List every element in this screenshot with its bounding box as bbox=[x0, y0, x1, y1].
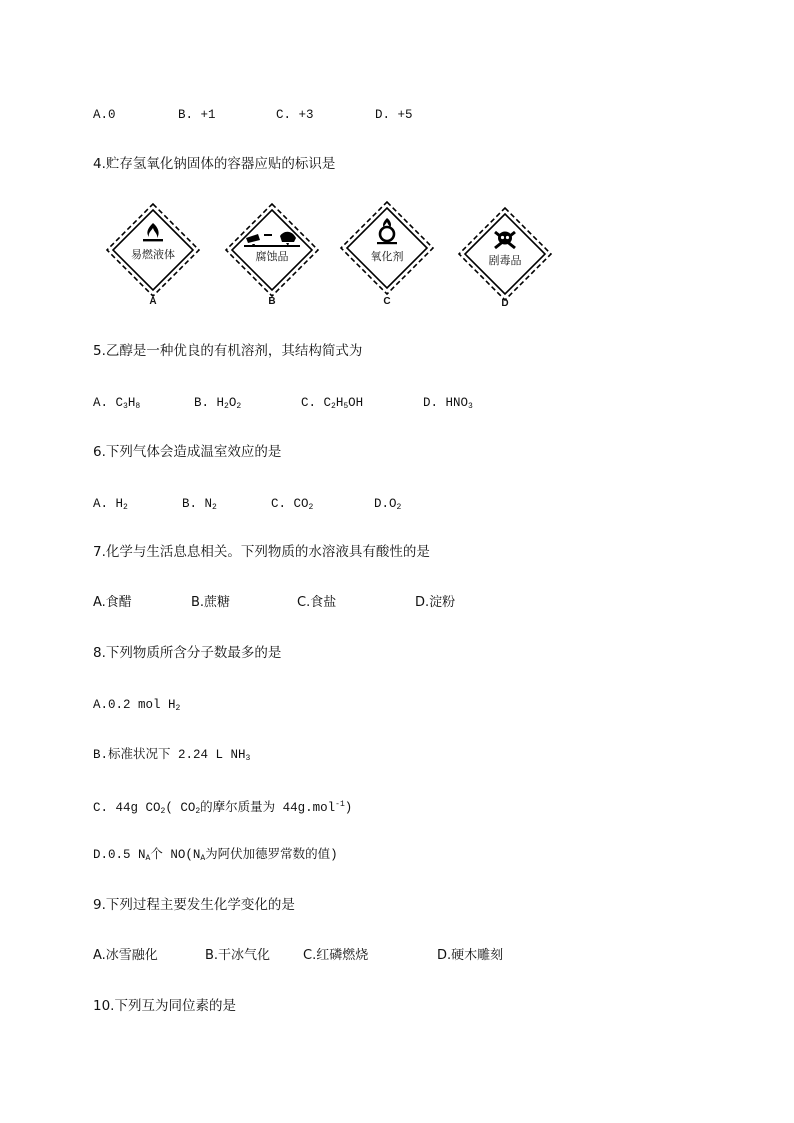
q3-option-a: A.0 bbox=[93, 108, 116, 122]
q9-option-c: C.红磷燃烧 bbox=[303, 948, 369, 963]
q8-option-d: D.0.5 $N_A$个 $NO(N_A$为阿伏加德罗常数的值) bbox=[93, 848, 338, 863]
q6-option-b: B. $N_2$ bbox=[182, 497, 217, 512]
hazard-sign-a-letter: A bbox=[149, 296, 157, 307]
hazard-sign-a bbox=[103, 200, 203, 307]
hazard-sign-b bbox=[222, 200, 322, 307]
q9-stem: 9.下列过程主要发生化学变化的是 bbox=[93, 897, 295, 913]
q5-option-b: B. $H_2O_2$ bbox=[194, 396, 242, 411]
q4-stem: 4.贮存氢氧化钠固体的容器应贴的标识是 bbox=[93, 156, 336, 172]
hazard-sign-d bbox=[455, 204, 555, 309]
q10-stem: 10.下列互为同位素的是 bbox=[93, 998, 236, 1014]
q7-stem: 7.化学与生活息息相关。下列物质的水溶液具有酸性的是 bbox=[93, 544, 430, 560]
hazard-sign-c-label: 氧化剂 bbox=[370, 250, 404, 263]
q5-option-c: C. $C_2H_5OH$ bbox=[301, 396, 364, 411]
q3-option-b: B. +1 bbox=[178, 108, 216, 122]
hazard-sign-a-label: 易燃液体 bbox=[131, 248, 175, 261]
q7-option-b: B.蔗糖 bbox=[191, 595, 231, 610]
hazard-sign-c-letter: C bbox=[383, 296, 391, 307]
q7-option-a: A.食醋 bbox=[93, 595, 132, 610]
hazard-sign-b-letter: B bbox=[268, 296, 276, 307]
q5-option-a: A. $C_3H_8$ bbox=[93, 396, 141, 411]
hazard-sign-c bbox=[337, 198, 437, 307]
q6-stem: 6.下列气体会造成温室效应的是 bbox=[93, 444, 282, 460]
hazard-sign-b-label: 腐蚀品 bbox=[255, 250, 289, 263]
q8-option-b: B.标准状况下 2.24 L $NH_3$ bbox=[93, 748, 251, 763]
q7-option-c: C.食盐 bbox=[297, 595, 337, 610]
hazard-sign-d-letter: D bbox=[501, 298, 509, 309]
q6-option-c: C. $CO_2$ bbox=[271, 497, 314, 512]
q5-option-d: D. $HNO_3$ bbox=[423, 396, 473, 411]
q8-option-c: C. 44g $CO_2$( $CO_2$的摩尔质量为 44g.mol$^{-1}$) bbox=[93, 800, 353, 816]
q7-option-d: D.淀粉 bbox=[415, 595, 456, 610]
q5-stem: 5.乙醇是一种优良的有机溶剂，其结构简式为 bbox=[93, 343, 363, 359]
q9-option-d: D.硬木雕刻 bbox=[437, 948, 504, 963]
q6-option-a: A. $H_2$ bbox=[93, 497, 128, 512]
q8-stem: 8.下列物质所含分子数最多的是 bbox=[93, 645, 282, 661]
q6-option-d: $D.O_2$ bbox=[374, 497, 402, 512]
hazard-sign-d-label: 剧毒品 bbox=[488, 254, 522, 267]
q3-option-d: D. +5 bbox=[375, 108, 413, 122]
q8-option-a: A.0.2 mol $H_2$ bbox=[93, 698, 181, 713]
q9-option-b: B.干冰气化 bbox=[205, 948, 271, 963]
q9-option-a: A.冰雪融化 bbox=[93, 948, 158, 963]
q3-option-c: C. +3 bbox=[276, 108, 314, 122]
